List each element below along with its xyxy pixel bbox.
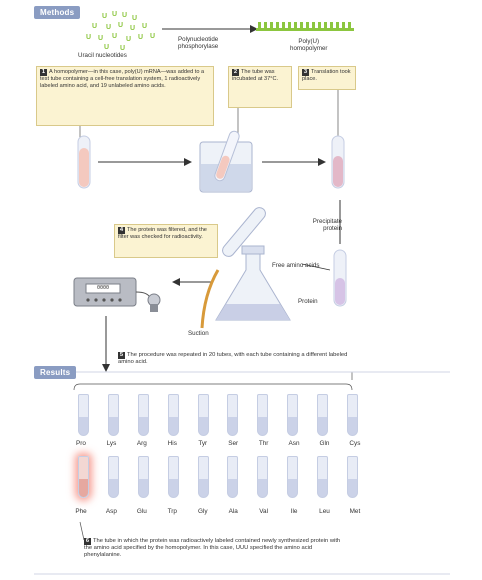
step-6-number: 6 [85, 538, 90, 544]
tube-gly [198, 456, 209, 498]
tube-phe-radioactive [78, 456, 89, 498]
aa-label: Ala [228, 508, 238, 515]
aa-label: Thr [258, 440, 269, 447]
tube-trp [168, 456, 179, 498]
aa-label: Gln [319, 440, 330, 447]
svg-text:U: U [126, 36, 132, 43]
test-tube-3 [328, 134, 350, 194]
test-tube-1 [74, 134, 96, 194]
tube-leu [317, 456, 328, 498]
svg-text:U: U [102, 13, 108, 20]
aa-label: Tyr [198, 440, 208, 447]
protein-label: Protein [298, 298, 318, 305]
tube-pro [78, 394, 89, 436]
amino-acid-labels-row-2 [70, 508, 366, 515]
tube-gln [317, 394, 328, 436]
tube-met [347, 456, 358, 498]
aa-label: Cys [349, 440, 361, 447]
svg-text:U: U [118, 22, 124, 29]
svg-text:U: U [98, 35, 104, 42]
tube-ala [227, 456, 238, 498]
svg-text:U: U [120, 45, 126, 52]
step-3-text: Translation took place. [302, 69, 351, 82]
aa-label: Arg [136, 440, 147, 447]
free-amino-pointer [300, 260, 332, 274]
tube-asn [287, 394, 298, 436]
step-2-text: The tube was incubated at 37°C. [232, 69, 279, 82]
step-4-text: The protein was filtered, and the filter was checked for radioactivity. [118, 227, 207, 240]
svg-text:U: U [122, 12, 128, 19]
test-tube-4 [330, 248, 352, 310]
aa-label: Phe [75, 508, 87, 515]
aa-label: Gly [197, 508, 208, 515]
step-5-text: The procedure was repeated in 20 tubes, with each tube containing a different labeled amino acid. [118, 352, 348, 365]
tube-cys [347, 394, 358, 436]
counter-display: 0000 [96, 285, 110, 291]
aa-label: Ile [290, 508, 298, 515]
svg-text:U: U [130, 25, 136, 32]
uracil-nucleotides-label: Uracil nucleotides [78, 52, 127, 59]
step-3-number: 3 [303, 69, 308, 75]
suction-label: Suction [188, 330, 209, 337]
svg-text:U: U [150, 33, 156, 40]
step-2-number: 2 [233, 69, 238, 75]
results-tube-row-2 [78, 456, 358, 498]
precipitate-label: Precipitate protein [312, 218, 342, 233]
tube-arg [138, 394, 149, 436]
tube-glu [138, 456, 149, 498]
tube-ser [227, 394, 238, 436]
methods-header: Methods [34, 6, 80, 19]
polyu-line2: homopolymer [290, 45, 328, 53]
aa-label: Ser [228, 440, 239, 447]
aa-label: Asp [105, 508, 117, 515]
step-1-text: A homopolymer—in this case, poly(U) mRNA—was added to a test tube containing a cell-free translation system, 1 radioactively labeled amino acid, and 19 unlabeled amino acids. [40, 69, 205, 89]
aa-label: Glu [136, 508, 147, 515]
tube-lys [108, 394, 119, 436]
svg-text:U: U [112, 33, 118, 40]
svg-text:U: U [112, 11, 118, 18]
enzyme-label: Polynucleotide phosphorylase [178, 36, 219, 51]
aa-label: Val [259, 508, 268, 515]
tube-asp [108, 456, 119, 498]
free-amino-label: Free amino acids [272, 262, 320, 269]
svg-text:U: U [132, 15, 138, 22]
results-header: Results [34, 366, 76, 379]
aa-label: Met [349, 508, 361, 515]
tube-ile [287, 456, 298, 498]
radioactivity-counter [72, 276, 168, 316]
aa-label: Pro [76, 440, 86, 447]
step-1-number: 1 [41, 69, 46, 75]
aa-label: Leu [319, 508, 330, 515]
aa-label: His [167, 440, 177, 447]
aa-label: Asn [288, 440, 300, 447]
aa-label: Trp [167, 508, 177, 515]
incubation-beaker [192, 126, 262, 198]
step-6-text: The tube in which the protein was radioactively labeled contained newly synthesized protein with the amino acid specified by the homopolymer. In this case, UUU specified the amino acid phenylalanine. [84, 538, 341, 558]
step-6-note [84, 538, 348, 559]
tube-val [257, 456, 268, 498]
tube-tyr [198, 394, 209, 436]
tube-his [168, 394, 179, 436]
svg-text:U: U [86, 34, 92, 41]
tube-thr [257, 394, 268, 436]
svg-text:U: U [106, 24, 112, 31]
svg-text:U: U [92, 23, 98, 30]
step-5-number: 5 [119, 352, 124, 358]
svg-text:U: U [142, 23, 148, 30]
step-5-note [118, 352, 354, 366]
step-4-number: 4 [119, 227, 124, 233]
amino-acid-labels-row-1 [70, 440, 366, 447]
aa-label: Lys [106, 440, 117, 447]
svg-text:U: U [138, 34, 144, 41]
step-6-pointer [76, 520, 88, 544]
polyu-line1: Poly(U) [298, 38, 320, 45]
svg-text:U: U [104, 44, 110, 51]
results-tube-row-1 [78, 394, 358, 436]
